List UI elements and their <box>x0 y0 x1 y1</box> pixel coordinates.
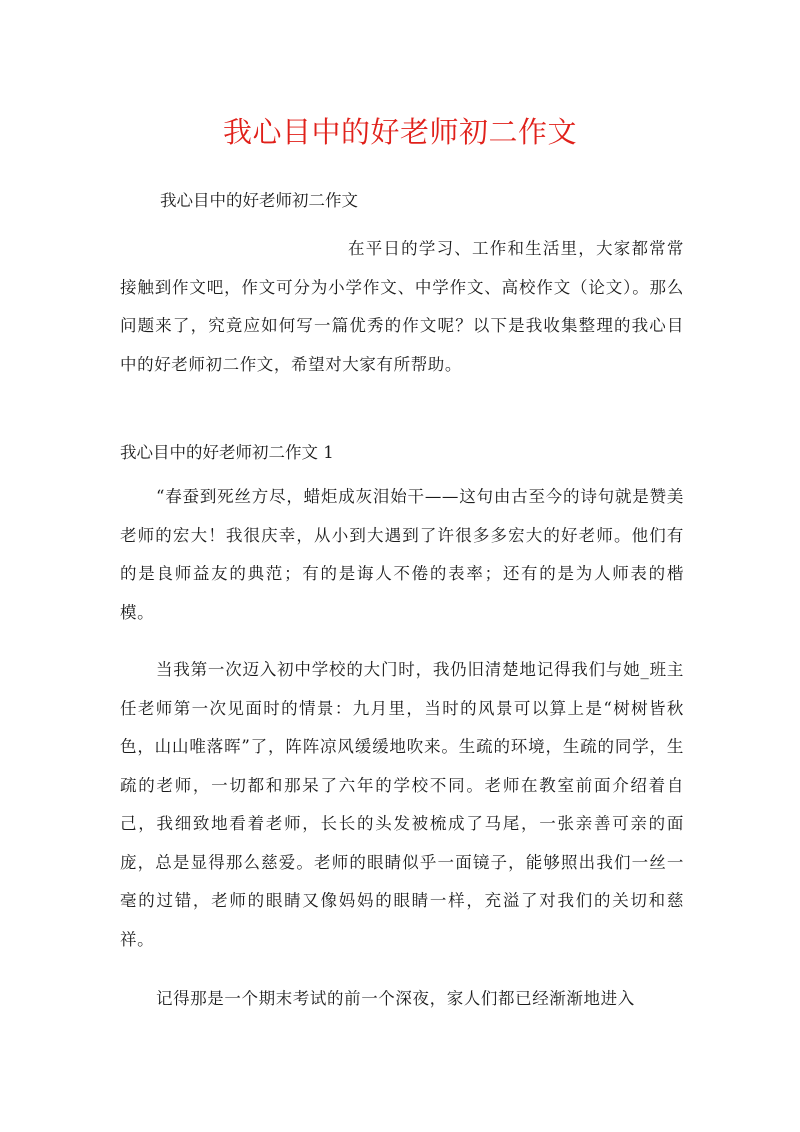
document-title: 我心目中的好老师初二作文 <box>222 115 577 149</box>
body-paragraph-3: 记得那是一个期末考试的前一个深夜，家人们都已经渐渐地进入 <box>156 989 635 1008</box>
body-paragraph-2: 当我第一次迈入初中学校的大门时，我仍旧清楚地记得我们与她_班主任老师第一次见面时的情景：九月里，当时的风景可以算上是“树树皆秋色，山山唯落晖”了，阵阵凉风缓缓地吹来。生疏的环境，生疏的同学，生疏的老师，一切都和那呆了六年的学校不同。老师在教室前面介绍着自己，我细致地看着老师，长长的头发被梳成了马尾，一张亲善可亲的面庞，总是显得那么慈爱。老师的眼睛似乎一面镜子，能够照出我们一丝一毫的过错，老师的眼睛又像妈妈的眼睛一样，充溢了对我们的关切和慈祥。 <box>120 660 684 949</box>
document-subtitle: 我心目中的好老师初二作文 <box>160 191 358 210</box>
intro-paragraph: 在平日的学习、工作和生活里，大家都常常接触到作文吧，作文可分为小学作文、中学作文、高校作文（论文）。那么问题来了，究竟应如何写一篇优秀的作文呢？以下是我收集整理的我心目中的好老师初二作文，希望对大家有所帮助。 <box>120 239 684 374</box>
section-heading: 我心目中的好老师初二作文 1 <box>120 443 334 462</box>
body-paragraph-1: “春蚕到死丝方尽，蜡炬成灰泪始干——这句由古至今的诗句就是赞美老师的宏大！我很庆幸，从小到大遇到了许很多多宏大的好老师。他们有的是良师益友的典范；有的是诲人不倦的表率；还有的是为人师表的楷模。 <box>120 487 684 622</box>
